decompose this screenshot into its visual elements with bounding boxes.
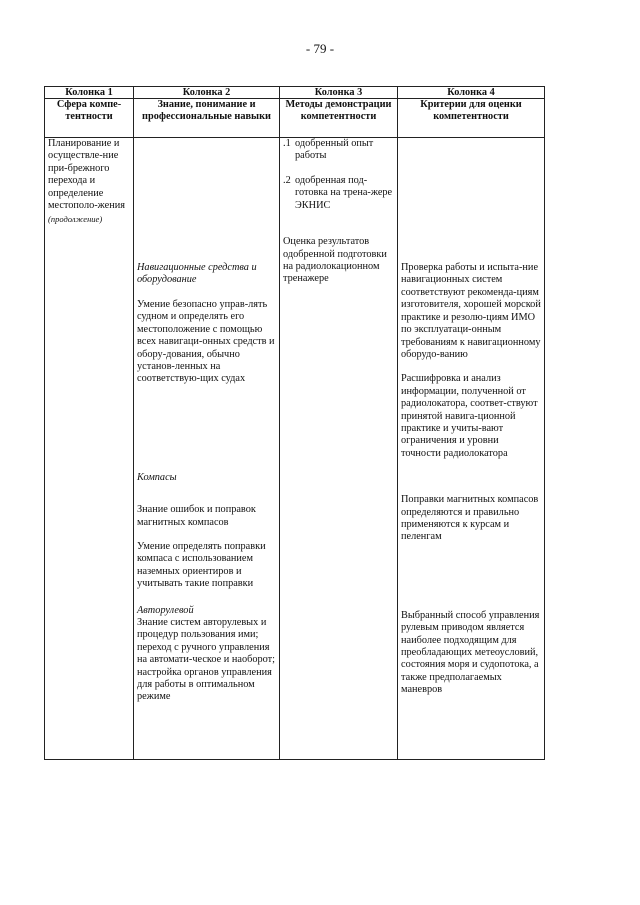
knowledge-cell — [134, 138, 280, 760]
column-title-row — [45, 99, 545, 138]
competence-table — [44, 86, 545, 760]
autopilot-text: Знание систем авторулевых и процедур пользования ими; переход с ручного управления на автомати-ческое и наоборот; настройка органов управления для работы в оптимальном режиме — [137, 616, 276, 703]
col-number-2: Колонка 2 — [134, 87, 280, 99]
list-item — [283, 138, 394, 163]
header-evaluation-criteria: Критерии для оценки компетентности — [398, 99, 545, 138]
column-number-row — [45, 87, 545, 99]
list-item — [283, 175, 394, 212]
nav-aids-text: Умение безопасно управ-лять судном и определять его местоположение с помощью всех навигаци-онных средств и обору-дования, обычно установ-ленных на соответствую-щих судах — [137, 298, 275, 385]
page-number: - 79 - — [305, 41, 335, 56]
item-text: одобренный опыт работы — [295, 138, 374, 162]
competence-text: Планирование и осуществле-ние при-брежного перехода и определение местополо-жения — [48, 138, 125, 212]
criteria-cell — [398, 138, 545, 760]
col-number-1: Колонка 1 — [45, 87, 134, 99]
steering-criteria: Выбранный способ управления рулевым приводом является наиболее подходящим для преобладающих метеоусловий, состояния моря и судопотока, а также предполагаемых маневров — [401, 609, 540, 696]
table-row — [45, 138, 545, 760]
header-demonstration-methods: Методы демонстрации компетентности — [280, 99, 398, 138]
nav-aids-heading: Навигационные средства и оборудование — [137, 262, 257, 286]
nav-systems-criteria: Проверка работы и испыта-ние навигационных систем соответствуют рекоменда-циям изготовителя, хорошей морской практике и резолю-циям ИМО по эксплуатаци-онным требованиям к навигационному оборудо-ванию — [401, 262, 541, 360]
col-number-3: Колонка 3 — [280, 87, 398, 99]
compass-heading: Компасы — [137, 471, 177, 483]
col-number-4: Колонка 4 — [398, 87, 545, 99]
compass-corrections-text: Умение определять поправки компаса с использованием наземных ориентиров и учитывать такие поправки — [137, 540, 266, 590]
continuation-note: (продолжение) — [48, 213, 103, 224]
item-number: .1 — [283, 138, 291, 150]
header-competence-area: Сфера компе-тентности — [45, 99, 134, 138]
item-number: .2 — [283, 174, 291, 186]
compass-errors-text: Знание ошибок и поправок магнитных компасов — [137, 504, 256, 528]
radar-criteria: Расшифровка и анализ информации, полученной от радиолокатора, соответ-ствуют принятой навига-ционной практике и учиты-вают ограничения и уровни точности радиолокатора — [401, 373, 538, 459]
competence-cell — [45, 138, 134, 760]
compass-criteria: Поправки магнитных компасов определяются и правильно применяются к курсам и пеленгам — [401, 494, 539, 543]
item-text: одобренная под-готовка на трена-жере ЭКНИС — [295, 174, 393, 211]
header-knowledge: Знание, понимание и профессиональные навыки — [134, 99, 280, 138]
autopilot-heading: Авторулевой — [137, 604, 194, 616]
radar-simulator-text: Оценка результатов одобренной подготовки на радиолокационном тренажере — [283, 236, 387, 285]
methods-cell — [280, 138, 398, 760]
